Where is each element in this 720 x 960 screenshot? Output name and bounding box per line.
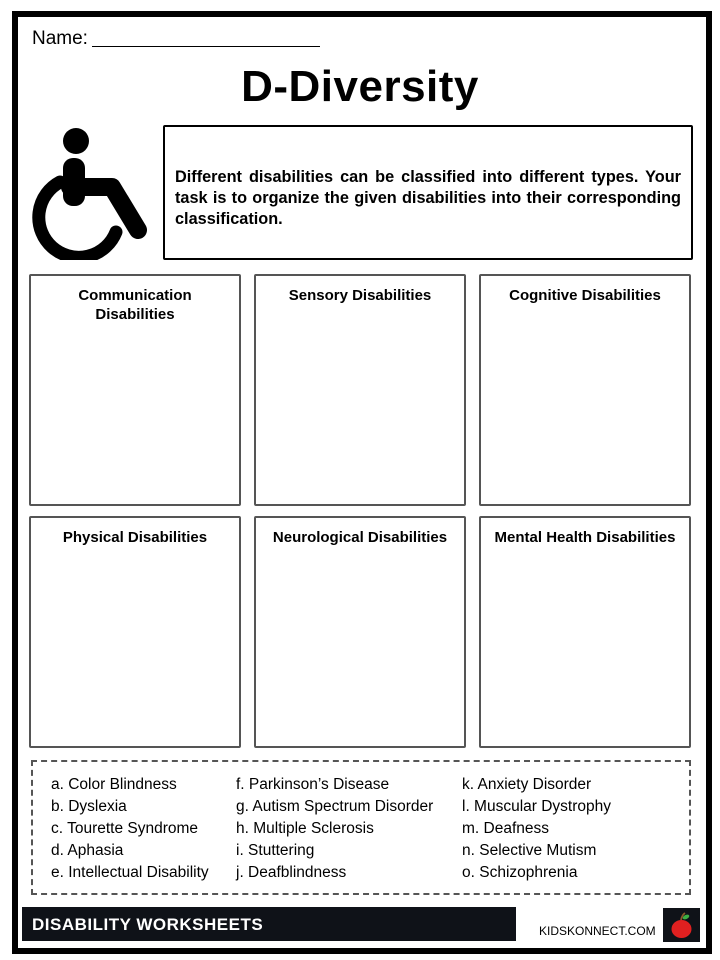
- name-label: Name:: [32, 28, 88, 49]
- category-title: Sensory Disabilities: [288, 287, 432, 304]
- list-item: n. Selective Mutism: [462, 842, 597, 859]
- list-item: i. Stuttering: [236, 842, 315, 859]
- list-item: b. Dyslexia: [51, 798, 127, 815]
- category-title: Mental Health Disabilities: [494, 529, 676, 546]
- options-column-2: [236, 774, 433, 884]
- list-item: d. Aphasia: [51, 842, 124, 859]
- category-box-communication[interactable]: [29, 274, 241, 506]
- list-item: a. Color Blindness: [51, 776, 177, 793]
- instructions-text: Different disabilities can be classified into different types. Your task is to organize the given disabilities into their corresponding classification.: [175, 168, 681, 228]
- footer-bar: [22, 907, 516, 941]
- list-item: f. Parkinson’s Disease: [236, 776, 390, 793]
- category-box-physical[interactable]: [29, 516, 241, 748]
- list-item: m. Deafness: [462, 820, 550, 837]
- list-item: o. Schizophrenia: [462, 864, 578, 881]
- category-box-cognitive[interactable]: [479, 274, 691, 506]
- name-field[interactable]: [92, 46, 320, 47]
- footer-title: DISABILITY WORKSHEETS: [32, 915, 264, 934]
- category-title: Physical Disabilities: [62, 529, 208, 546]
- options-box: [31, 760, 691, 895]
- list-item: e. Intellectual Disability: [51, 864, 209, 881]
- category-box-neurological[interactable]: [254, 516, 466, 748]
- category-title: Neurological Disabilities: [272, 529, 448, 546]
- list-item: h. Multiple Sclerosis: [236, 820, 374, 837]
- list-item: j. Deafblindness: [236, 864, 347, 881]
- wheelchair-icon: [30, 124, 156, 260]
- category-box-mental-health[interactable]: [479, 516, 691, 748]
- apple-icon: [663, 908, 700, 942]
- list-item: k. Anxiety Disorder: [462, 776, 592, 793]
- list-item: l. Muscular Dystrophy: [462, 798, 612, 815]
- list-item: g. Autism Spectrum Disorder: [236, 798, 434, 815]
- category-box-sensory[interactable]: [254, 274, 466, 506]
- options-column-3: [462, 774, 611, 884]
- list-item: c. Tourette Syndrome: [51, 820, 199, 837]
- category-title: Cognitive Disabilities: [509, 287, 661, 304]
- page-title: D-Diversity: [241, 62, 479, 111]
- options-column-1: [51, 774, 209, 884]
- category-title: Communication Disabilities: [78, 287, 192, 323]
- instructions-box: [163, 125, 693, 260]
- apple-logo-tile: [663, 908, 700, 942]
- footer-site-link[interactable]: KIDSKONNECT.COM: [539, 924, 656, 938]
